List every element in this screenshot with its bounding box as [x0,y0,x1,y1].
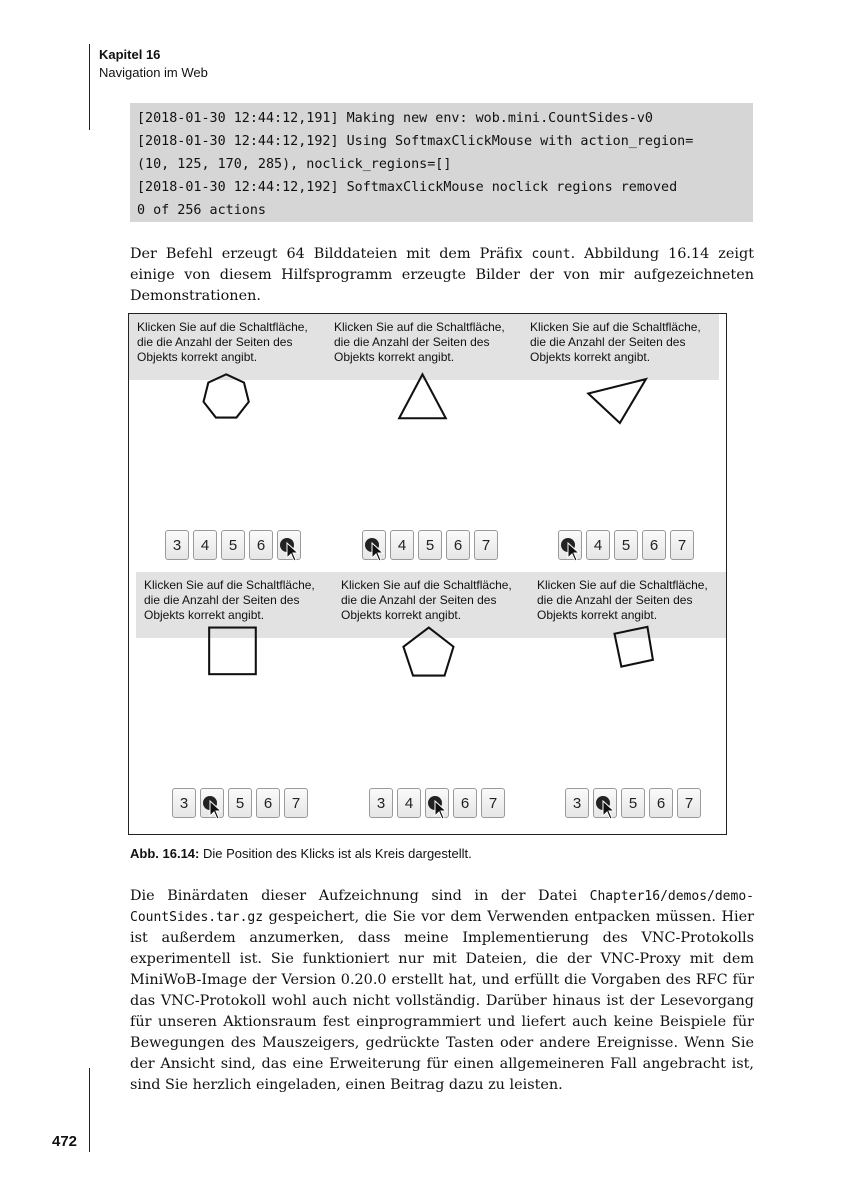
mouse-cursor-icon [602,800,616,820]
task-prompt: Klicken Sie auf die Schaltfläche, die die Anzahl der Seiten des Objekts korrekt angibt. [129,314,324,380]
answer-button-3[interactable]: 3 [565,788,589,818]
answer-button-6[interactable]: 6 [642,530,666,560]
paragraph-text: Der Befehl erzeugt 64 Bilddateien mit dem Präfix [130,246,532,262]
answer-button-7[interactable]: 7 [481,788,505,818]
answer-button-row [529,788,724,820]
page-number: 472 [52,1133,78,1150]
answer-button-row [326,530,521,562]
chapter-number: Kapitel 16 [99,47,161,62]
answer-button-4[interactable]: 4 [586,530,610,560]
answer-button-4[interactable]: 4 [397,788,421,818]
task-panel [529,572,724,830]
triangle-up-shape [326,314,521,458]
answer-button-5[interactable]: 5 [228,788,252,818]
paragraph-intro [130,244,754,307]
answer-button-7[interactable]: 7 [677,788,701,818]
answer-button-5[interactable]: 5 [621,788,645,818]
answer-button-6[interactable]: 6 [649,788,673,818]
inline-code: count [531,247,571,262]
answer-button-6[interactable]: 6 [256,788,280,818]
code-line: [2018-01-30 12:44:12,192] SoftmaxClickMouse noclick regions removed [137,180,678,195]
header-rule [89,44,90,130]
paragraph-text: gespeichert, die Sie vor dem Verwenden entpacken müssen. Hier ist außerdem anzumerken, dass meine Implementierung des VNC-Protokolls experimentell ist. Sie funktioniert nur mit Dateien, die der VNC-Proxy mit dem MiniWoB-Image der Version 0.20.0 erstellt hat, und erfüllt die Vorgaben des RFC für das VNC-Protokoll wohl auch nicht vollständig. Darüber hinaus ist der Lesevorgang für unseren Aktionsraum fest einprogrammiert und liefert auch keine Beispiele für Bewegungen des Mauszeigers, gedrückte Tasten oder andere Ereignisse. Wenn Sie der Ansicht sind, das eine Erweiterung für einen allgemeineren Fall angebracht ist, sind Sie herzlich eingeladen, einen Beitrag dazu zu leisten. [130,909,754,1093]
paragraph-text: Die Binärdaten dieser Aufzeichnung sind in der Datei [130,888,590,904]
code-line: 0 of 256 actions [137,203,266,218]
paragraph-body [130,886,754,1096]
code-line: [2018-01-30 12:44:12,191] Making new env: wob.mini.CountSides-v0 [137,111,653,126]
figure-caption [130,846,472,861]
mouse-cursor-icon [286,542,300,562]
answer-button-5[interactable]: 5 [221,530,245,560]
square-shape [136,572,331,716]
task-panel [333,572,528,830]
task-panel [522,314,717,572]
mouse-cursor-icon [209,800,223,820]
task-prompt: Klicken Sie auf die Schaltfläche, die die Anzahl der Seiten des Objekts korrekt angibt. [522,314,717,380]
heptagon-shape [129,314,324,458]
task-prompt: Klicken Sie auf die Schaltfläche, die die Anzahl der Seiten des Objekts korrekt angibt. [333,572,528,638]
answer-button-row [333,788,528,820]
answer-button-7[interactable]: 7 [284,788,308,818]
answer-button-4[interactable]: 4 [193,530,217,560]
answer-button-7[interactable]: 7 [670,530,694,560]
mouse-cursor-icon [371,542,385,562]
paragraph-text: . Abbildung 16.14 zeigt einige von diesem Hilfsprogramm erzeugte Bilder der von mir aufgezeichneten Demonstrationen. [130,246,754,304]
answer-button-6[interactable]: 6 [249,530,273,560]
task-panel [129,314,324,572]
mouse-cursor-icon [567,542,581,562]
task-prompt: Klicken Sie auf die Schaltfläche, die die Anzahl der Seiten des Objekts korrekt angibt. [529,572,724,638]
pentagon-shape [333,572,528,716]
answer-button-5[interactable]: 5 [418,530,442,560]
task-panel [136,572,331,830]
answer-button-row [129,530,324,562]
chapter-title: Navigation im Web [99,65,208,80]
answer-button-3[interactable]: 3 [369,788,393,818]
caption-label: Abb. 16.14: [130,846,200,861]
answer-button-row [522,530,717,562]
answer-button-row [136,788,331,820]
answer-button-7[interactable]: 7 [474,530,498,560]
answer-button-6[interactable]: 6 [453,788,477,818]
answer-button-3[interactable]: 3 [165,530,189,560]
task-panel [326,314,521,572]
caption-text: Die Position des Klicks ist als Kreis dargestellt. [202,846,472,861]
code-line: [2018-01-30 12:44:12,192] Using SoftmaxClickMouse with action_region= [137,134,694,149]
answer-button-4[interactable]: 4 [390,530,414,560]
figure-count-sides [128,313,727,835]
task-prompt: Klicken Sie auf die Schaltfläche, die die Anzahl der Seiten des Objekts korrekt angibt. [136,572,331,638]
task-prompt: Klicken Sie auf die Schaltfläche, die die Anzahl der Seiten des Objekts korrekt angibt. [326,314,521,380]
code-listing [130,103,753,222]
mouse-cursor-icon [434,800,448,820]
answer-button-3[interactable]: 3 [172,788,196,818]
answer-button-5[interactable]: 5 [614,530,638,560]
square-rotated-shape [529,572,724,716]
code-line: (10, 125, 170, 285), noclick_regions=[] [137,157,452,172]
inline-code: Chapter16/demos/demo-CountSides.tar.gz [130,889,754,925]
answer-button-6[interactable]: 6 [446,530,470,560]
running-header [99,46,208,82]
footer-rule [89,1068,90,1152]
triangle-tilted-shape [522,314,717,458]
